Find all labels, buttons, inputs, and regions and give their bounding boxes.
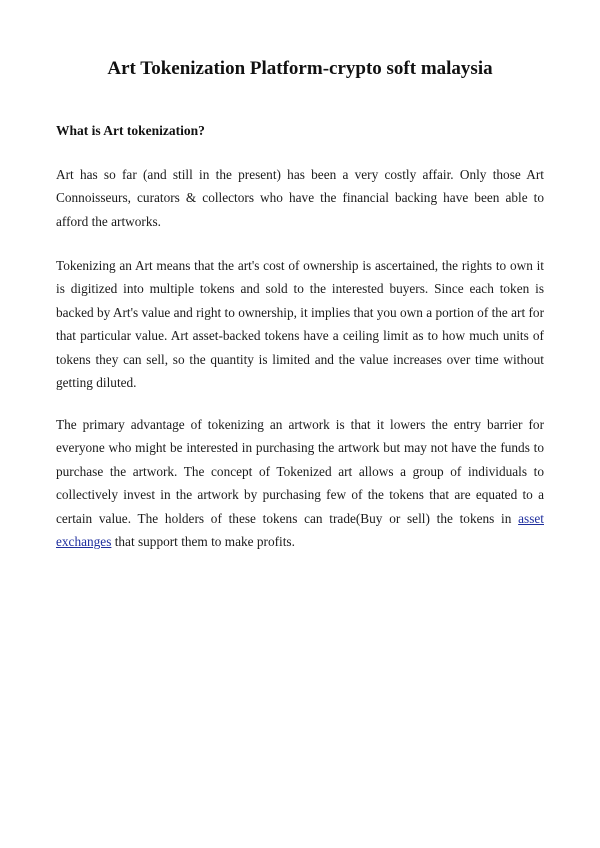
paragraph-3-text-before-link: The primary advantage of tokenizing an artwork is that it lowers the entry barrier for everyone who might be interested in purchasing the artwork but may not have the funds to purchase the artwork. The concept of Tokenized art allows a group of individuals to collectively invest in the artwork by purchasing few of the tokens that are equated to a certain value. The holders of these tokens can trade(Buy or sell) the tokens in — [56, 417, 544, 526]
asset-exchanges-link[interactable]: asset exchanges — [56, 510, 544, 550]
paragraph-1: Art has so far (and still in the present) has been a very costly affair. Only those Art Connoisseurs, curators & collectors who have the financial backing have been able to afford the artworks. — [56, 167, 544, 229]
paragraph-2: Tokenizing an Art means that the art's cost of ownership is ascertained, the rights to own it is digitized into multiple tokens and sold to the interested buyers. Since each token is backed by Art's value and right to ownership, it implies that you own a portion of the art for that particular value. Art asset-backed tokens have a ceiling limit as to how much units of tokens they can sell, so the quantity is limited and the value increases over time without getting diluted. — [56, 258, 544, 391]
document-title: Art Tokenization Platform-crypto soft malaysia — [107, 58, 493, 79]
section-heading: What is Art tokenization? — [56, 123, 205, 138]
paragraph-3 — [56, 413, 544, 553]
paragraph-3-text-after-link: that support them to make profits. — [111, 534, 295, 550]
